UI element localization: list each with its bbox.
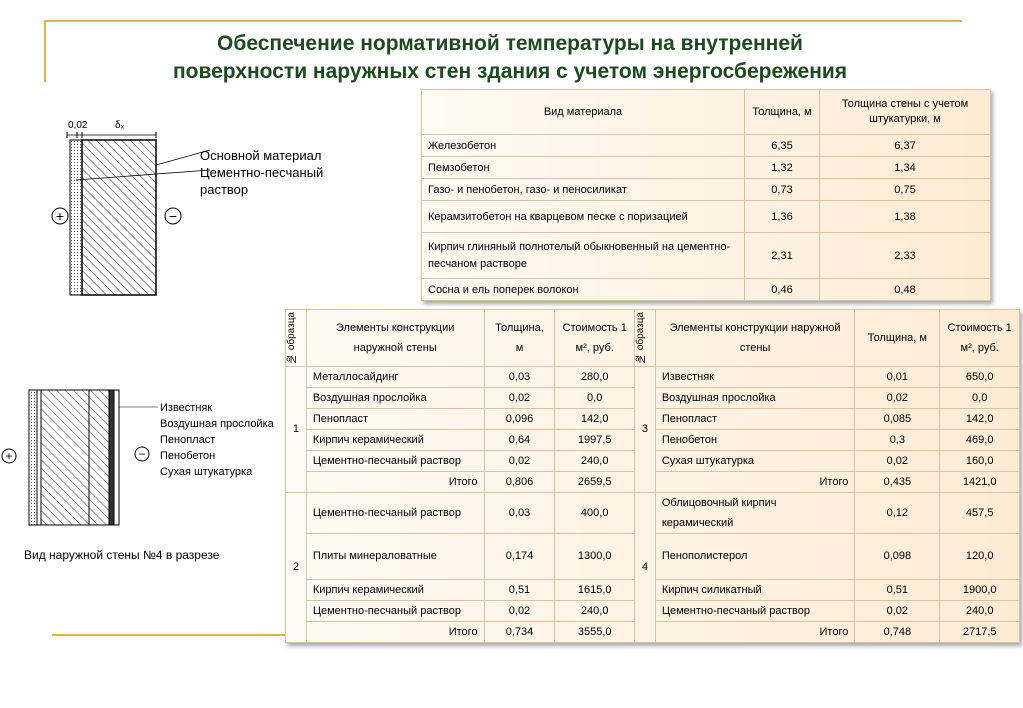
thickness-value: 0,02 bbox=[484, 600, 555, 621]
cost-value: 1300,0 bbox=[555, 533, 635, 579]
cost-value: 1615,0 bbox=[555, 579, 635, 600]
svg-text:+: + bbox=[5, 449, 13, 463]
thickness-value: 0,02 bbox=[484, 450, 555, 471]
layer-label-2: Воздушная прослойка bbox=[160, 418, 274, 430]
cost-value: 142,0 bbox=[555, 408, 635, 429]
sample-number: 3 bbox=[634, 366, 655, 492]
layer-label-4: Пенобетон bbox=[160, 450, 216, 462]
total-label: Итого bbox=[655, 471, 855, 492]
layer-label-3: Пенопласт bbox=[160, 434, 216, 446]
total-label: Итого bbox=[655, 621, 855, 642]
total-thickness-value: 0,75 bbox=[820, 179, 991, 201]
total-cost: 3555,0 bbox=[555, 621, 635, 642]
element-name: Металлосайдинг bbox=[306, 366, 484, 387]
table-header-row bbox=[422, 90, 991, 135]
foam-layer bbox=[41, 390, 89, 525]
cost-value: 120,0 bbox=[940, 533, 1020, 579]
element-name: Сухая штукатурка bbox=[655, 450, 855, 471]
total-cost: 1421,0 bbox=[940, 471, 1020, 492]
cost-value: 400,0 bbox=[555, 492, 635, 533]
material-name: Пемзобетон bbox=[422, 157, 745, 179]
material-name: Газо- и пенобетон, газо- и пеносиликат bbox=[422, 179, 745, 201]
dim-plaster-label: 0,02 bbox=[68, 120, 88, 131]
air-gap-layer bbox=[37, 390, 41, 525]
frame-left-line bbox=[44, 20, 46, 82]
total-thickness: 0,734 bbox=[484, 621, 555, 642]
svg-text:−: − bbox=[138, 447, 146, 461]
element-name: Пенобетон bbox=[655, 429, 855, 450]
thickness-value: 0,098 bbox=[855, 533, 940, 579]
col-thickness-with-plaster: Толщина стены с учетом штукатурки, м bbox=[820, 90, 991, 135]
thickness-value: 0,51 bbox=[855, 579, 940, 600]
cost-value: 0,0 bbox=[555, 387, 635, 408]
col-sample-num-left: № образца bbox=[286, 310, 307, 367]
col-thickness-left: Толщина, м bbox=[484, 310, 555, 367]
svg-text:+: + bbox=[55, 208, 65, 224]
element-name: Пенопласт bbox=[306, 408, 484, 429]
thickness-value: 1,32 bbox=[745, 157, 820, 179]
diagram-caption: Вид наружной стены №4 в разрезе bbox=[24, 548, 220, 562]
element-name: Пенополистерол bbox=[655, 533, 855, 579]
total-thickness-value: 1,38 bbox=[820, 201, 991, 233]
total-label: Итого bbox=[306, 471, 484, 492]
col-cost-left: Стоимость 1 м², руб. bbox=[555, 310, 635, 367]
thickness-value: 0,03 bbox=[484, 366, 555, 387]
thickness-value: 2,31 bbox=[745, 233, 820, 279]
table-row bbox=[422, 179, 991, 201]
main-material-layer bbox=[82, 140, 156, 295]
cost-value: 650,0 bbox=[940, 366, 1020, 387]
col-thickness: Толщина, м bbox=[745, 90, 820, 135]
thickness-value: 1,36 bbox=[745, 201, 820, 233]
thickness-value: 0,46 bbox=[745, 279, 820, 301]
element-name: Облицовочный кирпич керамический bbox=[655, 492, 855, 533]
element-name: Пенопласт bbox=[655, 408, 855, 429]
sample-number: 2 bbox=[286, 492, 307, 642]
thickness-value: 0,12 bbox=[855, 492, 940, 533]
table-row bbox=[422, 135, 991, 157]
col-cost-right: Стоимость 1 м², руб. bbox=[940, 310, 1020, 367]
limestone-layer bbox=[29, 390, 37, 525]
page-title: Обеспечение нормативной температуры на внутренней поверхности наружных стен здания с учетом энергосбережения bbox=[172, 32, 848, 83]
element-name: Кирпич силикатный bbox=[655, 579, 855, 600]
material-name: Кирпич глиняный полнотелый обыкновенный на цементно-песчаном растворе bbox=[422, 233, 745, 279]
dim-main-label: δₓ bbox=[115, 120, 124, 131]
element-name: Цементно-песчаный раствор bbox=[306, 600, 484, 621]
cost-value: 1997,5 bbox=[555, 429, 635, 450]
thickness-value: 0,64 bbox=[484, 429, 555, 450]
thickness-value: 0,02 bbox=[855, 450, 940, 471]
label-main-material: Основной материал bbox=[200, 148, 322, 163]
table-row bbox=[422, 279, 991, 301]
cost-value: 0,0 bbox=[940, 387, 1020, 408]
thickness-value: 0,02 bbox=[855, 600, 940, 621]
table-row bbox=[286, 366, 1020, 387]
cost-value: 240,0 bbox=[555, 450, 635, 471]
thickness-value: 0,174 bbox=[484, 533, 555, 579]
sample-number: 4 bbox=[634, 492, 655, 642]
sample-number: 1 bbox=[286, 366, 307, 492]
total-cost: 2717,5 bbox=[940, 621, 1020, 642]
col-elements-left: Элементы конструкции наружной стены bbox=[306, 310, 484, 367]
wall-section-diagram-2 bbox=[0, 385, 290, 535]
table-row bbox=[286, 492, 1020, 533]
cost-value: 469,0 bbox=[940, 429, 1020, 450]
material-name: Сосна и ель поперек волокон bbox=[422, 279, 745, 301]
element-name: Цементно-песчаный раствор bbox=[306, 492, 484, 533]
total-thickness: 0,435 bbox=[855, 471, 940, 492]
table-header-row bbox=[286, 310, 1020, 367]
thickness-value: 0,03 bbox=[484, 492, 555, 533]
element-name: Известняк bbox=[655, 366, 855, 387]
cost-value: 240,0 bbox=[940, 600, 1020, 621]
total-thickness-value: 1,34 bbox=[820, 157, 991, 179]
thickness-value: 0,51 bbox=[484, 579, 555, 600]
total-thickness: 0,806 bbox=[484, 471, 555, 492]
cost-value: 457,5 bbox=[940, 492, 1020, 533]
element-name: Цементно-песчаный раствор bbox=[655, 600, 855, 621]
label-mortar-line1: Цементно-песчаный bbox=[200, 165, 324, 180]
cost-value: 142,0 bbox=[940, 408, 1020, 429]
cost-value: 160,0 bbox=[940, 450, 1020, 471]
col-material: Вид материала bbox=[422, 90, 745, 135]
inner-finish-layer bbox=[114, 390, 119, 525]
table-row bbox=[422, 157, 991, 179]
wall-section-diagram-1 bbox=[40, 110, 340, 310]
total-thickness-value: 2,33 bbox=[820, 233, 991, 279]
thickness-value: 0,096 bbox=[484, 408, 555, 429]
label-mortar-line2: раствор bbox=[200, 182, 249, 197]
layer-label-5: Сухая штукатурка bbox=[160, 466, 253, 478]
thickness-value: 0,02 bbox=[484, 387, 555, 408]
element-name: Кирпич керамический bbox=[306, 429, 484, 450]
thickness-value: 0,085 bbox=[855, 408, 940, 429]
element-name: Кирпич керамический bbox=[306, 579, 484, 600]
thickness-value: 0,3 bbox=[855, 429, 940, 450]
element-name: Воздушная прослойка bbox=[655, 387, 855, 408]
element-name: Воздушная прослойка bbox=[306, 387, 484, 408]
cost-value: 1900,0 bbox=[940, 579, 1020, 600]
total-thickness-value: 6,37 bbox=[820, 135, 991, 157]
thickness-value: 6,35 bbox=[745, 135, 820, 157]
total-label: Итого bbox=[306, 621, 484, 642]
foam-concrete-layer bbox=[89, 390, 109, 525]
total-thickness-value: 0,48 bbox=[820, 279, 991, 301]
element-name: Цементно-песчаный раствор bbox=[306, 450, 484, 471]
total-thickness: 0,748 bbox=[855, 621, 940, 642]
thickness-value: 0,02 bbox=[855, 387, 940, 408]
thickness-value: 0,01 bbox=[855, 366, 940, 387]
table-row bbox=[422, 233, 991, 279]
table-row bbox=[422, 201, 991, 233]
svg-text:−: − bbox=[168, 208, 178, 224]
frame-top-line bbox=[44, 20, 962, 22]
total-cost: 2659,5 bbox=[555, 471, 635, 492]
element-name: Плиты минераловатные bbox=[306, 533, 484, 579]
frame-bottom-line bbox=[52, 634, 292, 636]
col-sample-num-right: № образца bbox=[634, 310, 655, 367]
material-name: Керамзитобетон на кварцевом песке с поризацией bbox=[422, 201, 745, 233]
cost-value: 240,0 bbox=[555, 600, 635, 621]
col-thickness-right: Толщина, м bbox=[855, 310, 940, 367]
layer-label-1: Известняк bbox=[160, 402, 213, 414]
dry-plaster-layer bbox=[109, 390, 114, 525]
cost-value: 280,0 bbox=[555, 366, 635, 387]
wall-construction-table bbox=[285, 309, 1020, 643]
material-thickness-table bbox=[421, 89, 991, 301]
plaster-layer bbox=[70, 140, 82, 295]
thickness-value: 0,73 bbox=[745, 179, 820, 201]
col-elements-right: Элементы конструкции наружной стены bbox=[655, 310, 855, 367]
material-name: Железобетон bbox=[422, 135, 745, 157]
